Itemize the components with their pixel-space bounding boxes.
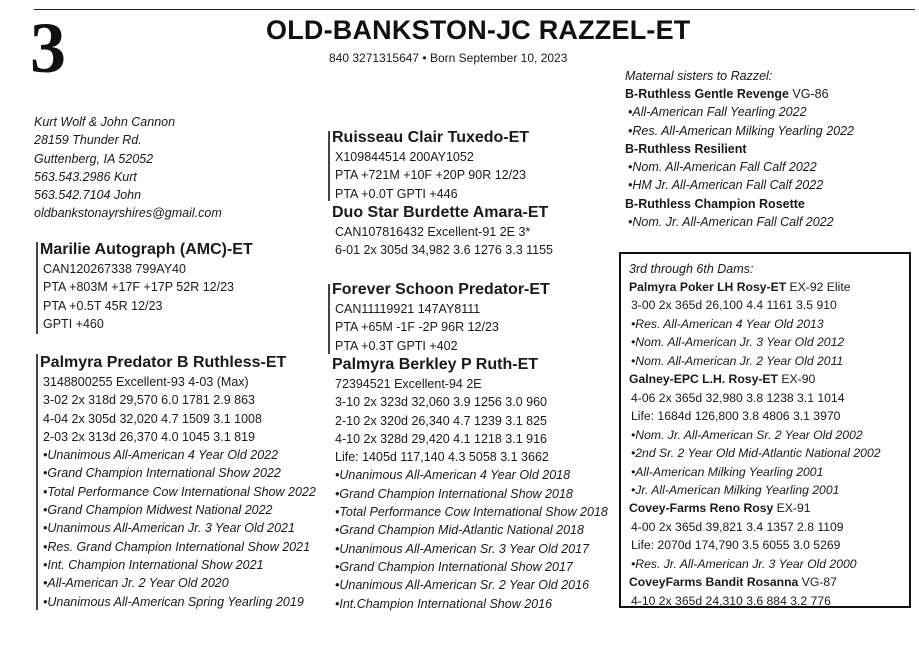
consignor-email: oldbankstonayrshires@gmail.com [34,206,222,221]
ancestor-dam-lifetime: Life: 2070d 174,790 3.5 6055 3.0 5269 [631,538,841,553]
dams-box-heading: 3rd through 6th Dams: [629,262,754,276]
ancestor-dam-honor: •Jr. All-American Milking Yearling 2001 [631,482,840,497]
sister-name: B-Ruthless Resilient [625,141,747,156]
dam-honor: •Unanimous All-American 4 Year Old 2022 [43,448,279,463]
sire-line: CAN120267338 799AY40 [43,262,186,276]
sister-honor: •Nom. All-American Fall Calf 2022 [628,160,817,175]
ancestor-dam-record: 4-10 2x 365d 24,310 3.6 884 3.2 776 [631,593,831,608]
dam-honor: •Grand Champion International Show 2022 [43,466,281,481]
dams-sire-block [332,280,550,355]
ancestor-dam-honor: •Res. All-American 4 Year Old 2013 [631,316,824,331]
dams-dam-record: 2-10 2x 320d 26,340 4.7 1239 3.1 825 [335,413,547,428]
ancestor-dam-entry [629,370,881,388]
consignor-street: 28159 Thunder Rd. [34,133,142,148]
ancestor-dam-honor: •All-American Milking Yearling 2001 [631,464,824,479]
ancestor-dam-honor: •2nd Sr. 2 Year Old Mid-Atlantic National 2002 [631,446,881,461]
ancestor-dam-name: Galney-EPC L.H. Rosy-ET [629,372,778,387]
dam-honor: •Res. Grand Champion International Show 2021 [43,539,311,554]
dams-sire-name: Forever Schoon Predator-ET [332,281,550,298]
dams-sire-bracket [328,284,330,354]
sires-sire-block [332,128,529,203]
maternal-sisters-heading: Maternal sisters to Razzel: [625,69,773,83]
dam-honor: •Total Performance Cow International Show 2022 [43,484,316,499]
ancestor-dam-entry [629,573,881,591]
consignor-city: Guttenberg, IA 52052 [34,151,154,166]
dams-sire-line: PTA +65M -1F -2P 96R 12/23 [335,320,499,335]
dam-honor: •Unanimous All-American Jr. 3 Year Old 2021 [43,521,295,536]
ancestral-dams-box [619,252,911,608]
top-rule [34,9,915,10]
ancestor-dam-name: Palmyra Poker LH Rosy-ET [629,280,787,294]
sister-name: B-Ruthless Champion Rosette [625,196,805,211]
sire-name: Marilie Autograph (AMC)-ET [40,241,253,258]
dams-dam-line: 72394521 Excellent-94 2E [335,377,482,391]
dams-dam-record: 4-10 2x 328d 29,420 4.1 1218 3.1 916 [335,431,547,446]
ancestor-dam-score: VG-87 [798,575,837,590]
ancestor-dam-honor: •Nom. All-American Jr. 2 Year Old 2011 [631,353,844,368]
dams-dam-name: Palmyra Berkley P Ruth-ET [332,356,539,373]
dams-dam-honor: •Total Performance Cow International Show 2018 [335,505,608,520]
ancestor-dam-honor: •Nom. All-American Jr. 3 Year Old 2012 [631,335,845,350]
sister-entry [625,140,854,158]
dams-dam-honor: •Unanimous All-American Sr. 2 Year Old 2016 [335,578,590,593]
dams-sire-line: PTA +0.3T GPTI +402 [335,338,458,353]
dam-record: 2-03 2x 313d 26,370 4.0 1045 3.1 819 [43,429,255,444]
dam-block [40,353,316,611]
sires-dam-name: Duo Star Burdette Amara-ET [332,204,549,221]
dams-dam-record: 3-10 2x 323d 32,060 3.9 1256 3.0 960 [335,395,547,410]
dams-dam-honor: •Grand Champion International Show 2018 [335,486,573,501]
ancestor-dam-name: CoveyFarms Bandit Rosanna [629,575,799,590]
ancestor-dam-record: 3-00 2x 365d 26,100 4.4 1161 3.5 910 [631,298,837,313]
sister-honor: •Nom. Jr. All-American Fall Calf 2022 [628,215,834,230]
sires-dam-block [332,203,553,260]
sister-name: B-Ruthless Gentle Revenge [625,87,789,101]
sire-block [40,240,253,333]
ancestor-dam-record: 4-00 2x 365d 39,821 3.4 1357 2.8 1109 [631,519,844,534]
dam-bracket [36,354,38,610]
sister-honor: •All-American Fall Yearling 2022 [628,105,807,120]
page-title: OLD-BANKSTON-JC RAZZEL-ET [266,15,691,45]
sister-score: VG-86 [788,87,829,101]
sister-entry [625,85,854,103]
dams-dam-block [332,355,608,613]
dam-record: 4-04 2x 305d 32,020 4.7 1509 3.1 1008 [43,411,262,426]
sires-sire-bracket [328,131,330,201]
sires-dam-record: 6-01 2x 305d 34,982 3.6 1276 3.3 1155 [335,243,554,258]
ancestor-dam-honor: •Nom. Jr. All-American Sr. 2 Year Old 2002 [631,427,863,442]
sire-line: PTA +803M +17F +17P 52R 12/23 [43,280,234,295]
lot-number: 3 [30,8,66,88]
dams-dam-honor: •Grand Champion International Show 2017 [335,559,573,574]
sister-honor: •Res. All-American Milking Yearling 2022 [628,123,855,138]
dam-record: 3-02 2x 318d 29,570 6.0 1781 2.9 863 [43,393,255,408]
ancestor-dam-score: EX-91 [773,501,811,516]
ancestor-dam-honor: •Res. Jr. All-American Jr. 3 Year Old 2000 [631,556,857,571]
sires-sire-name: Ruisseau Clair Tuxedo-ET [332,129,530,146]
dam-honor: •Unanimous All-American Spring Yearling 2019 [43,594,304,609]
ancestor-dam-name: Covey-Farms Reno Rosy [629,501,774,516]
sires-sire-line: PTA +721M +10F +20P 90R 12/23 [335,168,526,183]
dam-honor: •Int. Champion International Show 2021 [43,557,264,572]
ancestor-dam-score: EX-92 Elite [786,280,851,294]
sires-sire-line: PTA +0.0T GPTI +446 [335,186,458,201]
registration-and-birth: 840 3271315647 • Born September 10, 2023 [329,51,568,65]
dams-dam-honor: •Unanimous All-American Sr. 3 Year Old 2017 [335,541,590,556]
dam-honor: •Grand Champion Midwest National 2022 [43,503,273,518]
dam-line: 3148800255 Excellent-93 4-03 (Max) [43,375,249,389]
ancestor-dam-score: EX-90 [778,372,816,387]
consignor-info [34,113,222,223]
dams-dam-honor: •Unanimous All-American 4 Year Old 2018 [335,468,571,483]
sister-honor: •HM Jr. All-American Fall Calf 2022 [628,178,824,193]
ancestor-dam-record: 4-06 2x 365d 32,980 3.8 1238 3.1 1014 [631,390,845,405]
consignor-names: Kurt Wolf & John Cannon [34,115,176,129]
consignor-phone-kurt: 563.543.2986 Kurt [34,169,137,184]
ancestor-dam-lifetime: Life: 1684d 126,800 3.8 4806 3.1 3970 [631,409,841,424]
dam-honor: •All-American Jr. 2 Year Old 2020 [43,576,229,591]
maternal-sisters [625,67,854,231]
sire-bracket [36,242,38,334]
dams-dam-lifetime: Life: 1405d 117,140 4.3 5058 3.1 3662 [335,450,549,465]
ancestor-dam-entry [629,278,881,296]
dam-name: Palmyra Predator B Ruthless-ET [40,354,287,371]
dams-dam-honor: •Grand Champion Mid-Atlantic National 2018 [335,523,584,538]
dams-sire-line: CAN11119921 147AY8111 [335,302,481,316]
sires-dam-line: CAN107816432 Excellent-91 2E 3* [335,225,531,239]
ancestor-dam-entry [629,499,881,517]
sires-sire-line: X109844514 200AY1052 [335,150,474,164]
sister-entry [625,195,854,213]
sire-line: PTA +0.5T 45R 12/23 [43,298,163,313]
sire-line: GPTI +460 [43,316,104,331]
consignor-phone-john: 563.542.7104 John [34,188,142,203]
dams-dam-honor: •Int.Champion International Show 2016 [335,596,553,611]
